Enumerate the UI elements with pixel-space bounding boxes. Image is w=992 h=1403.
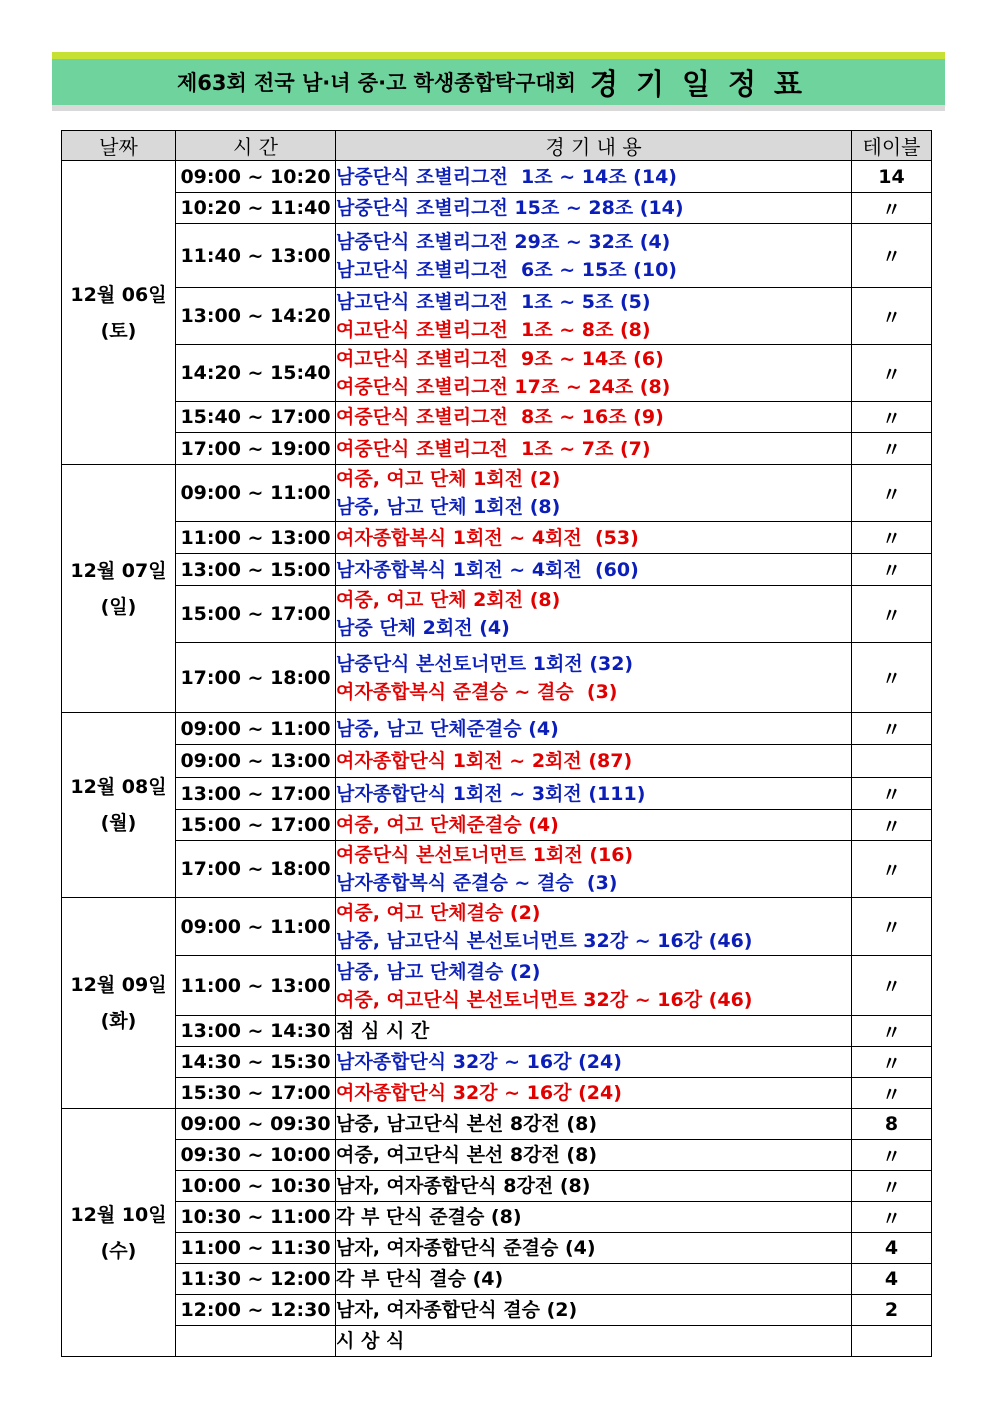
time-cell: 11:00 ~ 13:00 bbox=[176, 522, 336, 554]
table-count-cell: 〃 bbox=[852, 1047, 932, 1078]
weekday-label: (토) bbox=[100, 319, 137, 342]
event-cell bbox=[336, 402, 852, 433]
time-cell: 11:00 ~ 11:30 bbox=[176, 1233, 336, 1264]
event-line: 여중, 여고 단체준결승 (4) bbox=[336, 814, 559, 836]
table-row bbox=[62, 345, 932, 402]
time-cell: 13:00 ~ 14:20 bbox=[176, 288, 336, 345]
table-row bbox=[62, 1078, 932, 1109]
date-label: 12월 07일 bbox=[70, 559, 167, 582]
table-row bbox=[62, 1202, 932, 1233]
time-cell: 14:30 ~ 15:30 bbox=[176, 1047, 336, 1078]
event-cell bbox=[336, 465, 852, 522]
event-line: 여자종합복식 준결승 ~ 결승 (3) bbox=[336, 680, 618, 703]
date-cell bbox=[62, 898, 176, 1109]
event-line: 각 부 단식 결승 (4) bbox=[336, 1268, 504, 1290]
table-row bbox=[62, 433, 932, 465]
event-line: 여중단식 본선토너먼트 1회전 (16) bbox=[336, 844, 634, 866]
event-cell bbox=[336, 841, 852, 898]
event-cell bbox=[336, 713, 852, 745]
event-line: 여중, 여고 단체결승 (2) bbox=[336, 901, 541, 924]
time-cell: 15:30 ~ 17:00 bbox=[176, 1078, 336, 1109]
table-row bbox=[62, 713, 932, 745]
table-row bbox=[62, 1140, 932, 1171]
event-cell bbox=[336, 554, 852, 586]
table-row bbox=[62, 1326, 932, 1357]
banner-accent-bar bbox=[52, 52, 945, 59]
date-cell bbox=[62, 465, 176, 713]
time-cell: 17:00 ~ 18:00 bbox=[176, 841, 336, 898]
event-line: 남중, 남고 단체 1회전 (8) bbox=[336, 496, 561, 518]
table-count-cell: 〃 bbox=[852, 1140, 932, 1171]
time-cell: 13:00 ~ 17:00 bbox=[176, 778, 336, 810]
date-cell bbox=[62, 1109, 176, 1357]
table-row bbox=[62, 586, 932, 643]
time-cell: 15:40 ~ 17:00 bbox=[176, 402, 336, 433]
time-cell: 09:00 ~ 13:00 bbox=[176, 745, 336, 778]
table-row bbox=[62, 1295, 932, 1326]
table-count-cell: 〃 bbox=[852, 898, 932, 956]
table-row bbox=[62, 778, 932, 810]
time-cell: 13:00 ~ 15:00 bbox=[176, 554, 336, 586]
event-line: 각 부 단식 준결승 (8) bbox=[336, 1206, 522, 1228]
event-cell bbox=[336, 1326, 852, 1357]
event-cell bbox=[336, 745, 852, 778]
weekday-label: (월) bbox=[100, 812, 137, 834]
time-cell: 10:00 ~ 10:30 bbox=[176, 1171, 336, 1202]
time-cell: 09:00 ~ 11:00 bbox=[176, 898, 336, 956]
table-row bbox=[62, 898, 932, 956]
time-cell: 14:20 ~ 15:40 bbox=[176, 345, 336, 402]
table-count-cell: 〃 bbox=[852, 810, 932, 841]
table-row bbox=[62, 224, 932, 288]
table-count-cell: 〃 bbox=[852, 345, 932, 402]
time-cell: 15:00 ~ 17:00 bbox=[176, 810, 336, 841]
time-cell: 09:30 ~ 10:00 bbox=[176, 1140, 336, 1171]
date-label: 12월 08일 bbox=[70, 776, 167, 798]
table-count-cell: 〃 bbox=[852, 778, 932, 810]
table-count-cell: 〃 bbox=[852, 841, 932, 898]
event-line: 여고단식 조별리그전 1조 ~ 8조 (8) bbox=[336, 319, 651, 341]
table-count-cell: 〃 bbox=[852, 433, 932, 465]
table-row bbox=[62, 522, 932, 554]
event-cell bbox=[336, 778, 852, 810]
event-cell bbox=[336, 1202, 852, 1233]
table-row bbox=[62, 1233, 932, 1264]
event-cell bbox=[336, 1264, 852, 1295]
table-row bbox=[62, 810, 932, 841]
event-line: 남고단식 조별리그전 1조 ~ 5조 (5) bbox=[336, 291, 651, 313]
event-line: 남자종합단식 32강 ~ 16강 (24) bbox=[336, 1051, 622, 1073]
event-cell bbox=[336, 1016, 852, 1047]
time-cell: 13:00 ~ 14:30 bbox=[176, 1016, 336, 1047]
event-line: 여중, 여고 단체 1회전 (2) bbox=[336, 468, 561, 490]
event-line: 여중, 여고 단체 2회전 (8) bbox=[336, 589, 561, 611]
table-row bbox=[62, 1264, 932, 1295]
event-cell bbox=[336, 1109, 852, 1140]
table-count-cell: 〃 bbox=[852, 1202, 932, 1233]
event-cell bbox=[336, 345, 852, 402]
event-line: 남중 단체 2회전 (4) bbox=[336, 617, 510, 639]
event-line: 여중단식 조별리그전 1조 ~ 7조 (7) bbox=[336, 437, 651, 460]
event-line: 남중, 남고 단체결승 (2) bbox=[336, 960, 541, 983]
time-cell: 10:30 ~ 11:00 bbox=[176, 1202, 336, 1233]
table-row bbox=[62, 1016, 932, 1047]
table-row bbox=[62, 465, 932, 522]
event-cell bbox=[336, 810, 852, 841]
table-count-cell: 〃 bbox=[852, 1078, 932, 1109]
event-line: 여자종합복식 1회전 ~ 4회전 (53) bbox=[336, 526, 639, 549]
weekday-label: (화) bbox=[100, 1010, 137, 1032]
event-line: 남중단식 본선토너먼트 1회전 (32) bbox=[336, 652, 634, 675]
event-line: 남자종합복식 1회전 ~ 4회전 (60) bbox=[336, 558, 639, 581]
event-cell bbox=[336, 643, 852, 713]
event-line: 점 심 시 간 bbox=[336, 1020, 430, 1042]
time-cell: 09:00 ~ 11:00 bbox=[176, 465, 336, 522]
event-cell bbox=[336, 193, 852, 224]
event-line: 여고단식 조별리그전 9조 ~ 14조 (6) bbox=[336, 348, 664, 370]
table-count-cell: 2 bbox=[852, 1295, 932, 1326]
time-cell: 11:40 ~ 13:00 bbox=[176, 224, 336, 288]
table-count-cell: 〃 bbox=[852, 1171, 932, 1202]
event-cell bbox=[336, 1047, 852, 1078]
table-count-cell: 〃 bbox=[852, 402, 932, 433]
header-time: 시 간 bbox=[176, 131, 336, 161]
table-count-cell: 〃 bbox=[852, 643, 932, 713]
time-cell: 09:00 ~ 11:00 bbox=[176, 713, 336, 745]
event-line: 남중, 남고단식 본선토너먼트 32강 ~ 16강 (46) bbox=[336, 929, 753, 952]
header-date: 날짜 bbox=[62, 131, 176, 161]
table-count-cell: 〃 bbox=[852, 586, 932, 643]
time-cell: 11:00 ~ 13:00 bbox=[176, 956, 336, 1016]
event-line: 여중, 여고단식 본선토너먼트 32강 ~ 16강 (46) bbox=[336, 988, 753, 1011]
schedule-table bbox=[61, 130, 932, 1357]
table-row bbox=[62, 1047, 932, 1078]
event-line: 여중단식 조별리그전 17조 ~ 24조 (8) bbox=[336, 376, 671, 398]
event-line: 시 상 식 bbox=[336, 1330, 405, 1352]
event-line: 남자종합복식 준결승 ~ 결승 (3) bbox=[336, 872, 618, 894]
event-cell bbox=[336, 1140, 852, 1171]
event-cell bbox=[336, 1233, 852, 1264]
time-cell: 17:00 ~ 19:00 bbox=[176, 433, 336, 465]
header-table: 테이블 bbox=[852, 131, 932, 161]
time-cell: 09:00 ~ 10:20 bbox=[176, 161, 336, 193]
table-count-cell: 8 bbox=[852, 1109, 932, 1140]
date-cell bbox=[62, 161, 176, 465]
table-count-cell: 4 bbox=[852, 1233, 932, 1264]
event-cell bbox=[336, 1171, 852, 1202]
table-count-cell: 〃 bbox=[852, 713, 932, 745]
event-cell bbox=[336, 956, 852, 1016]
table-row bbox=[62, 745, 932, 778]
event-line: 남자, 여자종합단식 결승 (2) bbox=[336, 1299, 578, 1321]
time-cell: 12:00 ~ 12:30 bbox=[176, 1295, 336, 1326]
banner-shadow-bar bbox=[52, 105, 945, 111]
event-cell bbox=[336, 522, 852, 554]
table-count-cell: 〃 bbox=[852, 465, 932, 522]
table-count-cell: 〃 bbox=[852, 956, 932, 1016]
event-line: 남중, 남고단식 본선 8강전 (8) bbox=[336, 1113, 598, 1135]
event-line: 여중단식 조별리그전 8조 ~ 16조 (9) bbox=[336, 406, 664, 428]
table-row bbox=[62, 956, 932, 1016]
page-title: 제63회 전국 남·녀 중·고 학생종합탁구대회 bbox=[176, 71, 576, 95]
date-label: 12월 09일 bbox=[70, 974, 167, 996]
header-content: 경 기 내 용 bbox=[336, 131, 852, 161]
table-count-cell: 14 bbox=[852, 161, 932, 193]
weekday-label: (수) bbox=[100, 1239, 137, 1262]
event-line: 남중단식 조별리그전 29조 ~ 32조 (4) bbox=[336, 230, 671, 253]
table-row bbox=[62, 161, 932, 193]
table-row bbox=[62, 402, 932, 433]
title-banner bbox=[52, 59, 945, 105]
table-count-cell: 〃 bbox=[852, 224, 932, 288]
header-row bbox=[62, 131, 932, 161]
table-row bbox=[62, 1171, 932, 1202]
time-cell: 10:20 ~ 11:40 bbox=[176, 193, 336, 224]
time-cell: 15:00 ~ 17:00 bbox=[176, 586, 336, 643]
date-label: 12월 10일 bbox=[70, 1203, 167, 1226]
table-row bbox=[62, 1109, 932, 1140]
table-count-cell bbox=[852, 745, 932, 778]
time-cell: 11:30 ~ 12:00 bbox=[176, 1264, 336, 1295]
event-line: 남자종합단식 1회전 ~ 3회전 (111) bbox=[336, 782, 646, 805]
event-line: 여중, 여고단식 본선 8강전 (8) bbox=[336, 1144, 598, 1166]
event-line: 남중단식 조별리그전 1조 ~ 14조 (14) bbox=[336, 165, 677, 188]
table-count-cell: 〃 bbox=[852, 554, 932, 586]
event-cell bbox=[336, 433, 852, 465]
table-count-cell: 〃 bbox=[852, 522, 932, 554]
date-cell bbox=[62, 713, 176, 898]
page-title-emphasis: 경기일정표 bbox=[589, 66, 821, 101]
event-line: 남고단식 조별리그전 6조 ~ 15조 (10) bbox=[336, 258, 677, 281]
date-label: 12월 06일 bbox=[70, 283, 167, 306]
table-row bbox=[62, 554, 932, 586]
event-cell bbox=[336, 288, 852, 345]
event-line: 남자, 여자종합단식 준결승 (4) bbox=[336, 1237, 596, 1259]
time-cell: 17:00 ~ 18:00 bbox=[176, 643, 336, 713]
time-cell: 09:00 ~ 09:30 bbox=[176, 1109, 336, 1140]
event-line: 남중, 남고 단체준결승 (4) bbox=[336, 717, 559, 740]
time-cell bbox=[176, 1326, 336, 1357]
table-count-cell: 〃 bbox=[852, 193, 932, 224]
event-cell bbox=[336, 1078, 852, 1109]
table-row bbox=[62, 288, 932, 345]
event-cell bbox=[336, 586, 852, 643]
event-line: 남자, 여자종합단식 8강전 (8) bbox=[336, 1175, 591, 1197]
event-line: 여자종합단식 1회전 ~ 2회전 (87) bbox=[336, 750, 633, 772]
table-row bbox=[62, 193, 932, 224]
table-count-cell: 〃 bbox=[852, 1016, 932, 1047]
weekday-label: (일) bbox=[100, 595, 137, 618]
table-count-cell: 4 bbox=[852, 1264, 932, 1295]
event-cell bbox=[336, 161, 852, 193]
table-count-cell: 〃 bbox=[852, 288, 932, 345]
table-row bbox=[62, 643, 932, 713]
table-count-cell bbox=[852, 1326, 932, 1357]
event-cell bbox=[336, 224, 852, 288]
event-cell bbox=[336, 1295, 852, 1326]
event-line: 여자종합단식 32강 ~ 16강 (24) bbox=[336, 1082, 622, 1104]
event-cell bbox=[336, 898, 852, 956]
table-row bbox=[62, 841, 932, 898]
event-line: 남중단식 조별리그전 15조 ~ 28조 (14) bbox=[336, 197, 684, 219]
